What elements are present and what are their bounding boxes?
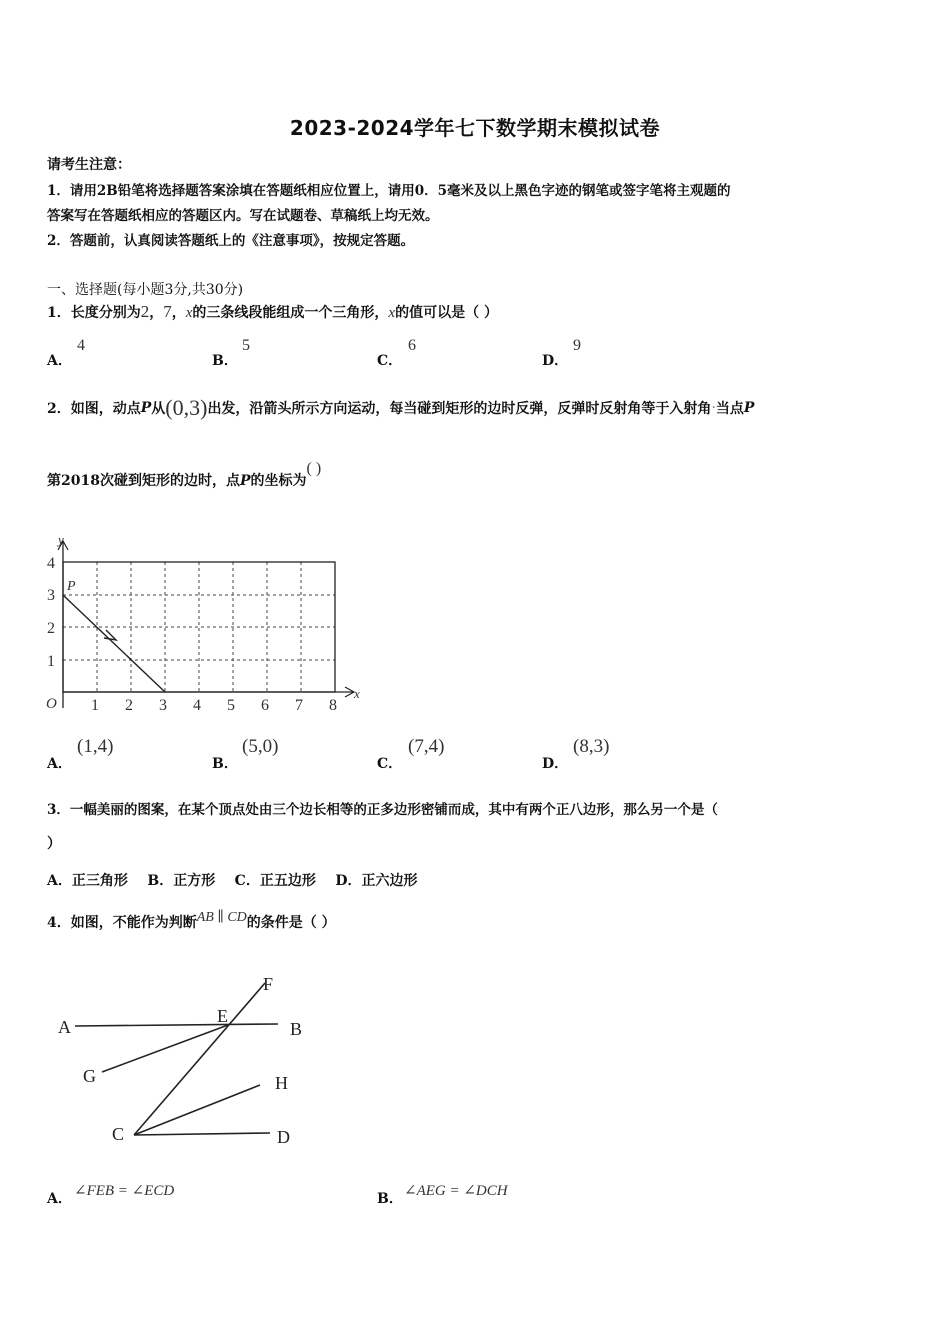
notice-line-1: 1．请用2B铅笔将选择题答案涂填在答题纸相应位置上，请用0．5毫米及以上黑色字迹的钢笔或签字笔将主观题的 bbox=[47, 183, 731, 199]
q4-option-a-value: ∠FEB = ∠ECD bbox=[74, 1183, 175, 1199]
q1-prefix: 1．长度分别为 bbox=[47, 305, 141, 321]
q2-p3: P bbox=[239, 473, 251, 489]
q1-option-d-value: 9 bbox=[573, 337, 581, 354]
q2-p2: P bbox=[743, 400, 755, 416]
q2-option-b-label: B． bbox=[212, 756, 238, 772]
q2-p: P bbox=[140, 400, 152, 416]
question-4 bbox=[47, 912, 336, 932]
q1-option-d-label: D． bbox=[542, 353, 569, 369]
q1-m2: 7 bbox=[163, 302, 172, 321]
q1-mid: 的三条线段能组成一个三角形， bbox=[192, 305, 389, 321]
q1-option-a-value: 4 bbox=[77, 337, 85, 354]
q1-mx2: x bbox=[388, 305, 396, 321]
q1-option-c-value: 6 bbox=[408, 337, 416, 354]
label-c: C bbox=[112, 1124, 125, 1144]
y-tick-1: 1 bbox=[47, 653, 55, 670]
q2-option-b-value: (5,0) bbox=[242, 736, 279, 757]
q2-line2a: 第2018次碰到矩形的边时，点 bbox=[47, 473, 240, 489]
line-cd bbox=[134, 1133, 270, 1135]
label-g: G bbox=[83, 1066, 96, 1086]
q4-suffix: 的条件是（ ） bbox=[246, 915, 336, 931]
x-axis-label: x bbox=[354, 686, 360, 701]
notice-line-1b: 答案写在答题纸相应的答题区内。写在试题卷、草稿纸上均无效。 bbox=[47, 208, 439, 224]
q4-line-figure bbox=[50, 965, 320, 1155]
label-h: H bbox=[275, 1073, 288, 1093]
q1-mx: x bbox=[185, 305, 193, 321]
x-tick-7: 7 bbox=[295, 697, 303, 714]
q1-suffix: 的值可以是（ ） bbox=[395, 305, 498, 321]
y-tick-4: 4 bbox=[47, 555, 55, 572]
label-e: E bbox=[217, 1006, 228, 1026]
q2-dot: · bbox=[711, 400, 716, 416]
q2-prefix: 2．如图，动点 bbox=[47, 401, 141, 417]
q1-option-b-label: B． bbox=[212, 353, 238, 369]
q2-option-d-label: D． bbox=[542, 756, 569, 772]
q4-option-b-value: ∠AEG = ∠DCH bbox=[404, 1183, 508, 1199]
x-tick-5: 5 bbox=[227, 697, 235, 714]
q2-option-a-value: (1,4) bbox=[77, 736, 114, 757]
path-line bbox=[63, 595, 165, 692]
x-tick-4: 4 bbox=[193, 697, 201, 714]
y-tick-3: 3 bbox=[47, 587, 55, 604]
q2-blank: ( ) bbox=[306, 460, 322, 477]
q1-sep1: ， bbox=[149, 305, 164, 321]
question-3-cont: ） bbox=[47, 836, 61, 852]
x-tick-1: 1 bbox=[91, 697, 99, 714]
line-ch bbox=[134, 1085, 260, 1135]
point-p-label: P bbox=[67, 579, 76, 594]
label-b: B bbox=[290, 1019, 303, 1039]
label-a: A bbox=[58, 1017, 71, 1037]
q2-rest2: 当点 bbox=[715, 401, 744, 417]
q2-coordinate-graph bbox=[38, 530, 378, 720]
section-heading: 一、选择题(每小题3分,共30分) bbox=[47, 282, 244, 298]
question-1 bbox=[47, 302, 498, 322]
q4-option-a-label: A． bbox=[47, 1191, 72, 1207]
q2-option-c-label: C． bbox=[377, 756, 403, 772]
q1-option-c-label: C． bbox=[377, 353, 403, 369]
question-3: 3．一幅美丽的图案，在某个顶点处由三个边长相等的正多边形密铺而成，其中有两个正八边形，那么另一个是（ bbox=[47, 802, 718, 818]
q1-sep2: ， bbox=[171, 305, 186, 321]
x-tick-6: 6 bbox=[261, 697, 269, 714]
q4-option-b-label: B． bbox=[377, 1191, 403, 1207]
label-f: F bbox=[263, 974, 274, 994]
q2-option-d-value: (8,3) bbox=[573, 736, 610, 757]
grid-lines bbox=[63, 562, 335, 692]
notice-heading: 请考生注意： bbox=[47, 157, 131, 173]
label-d: D bbox=[277, 1127, 290, 1147]
x-tick-2: 2 bbox=[125, 697, 133, 714]
x-tick-3: 3 bbox=[159, 697, 167, 714]
origin-label: O bbox=[46, 696, 57, 712]
q2-option-a-label: A． bbox=[47, 756, 72, 772]
question-3-options: A．正三角形 B．正方形 C．正五边形 D．正六边形 bbox=[47, 873, 418, 889]
line-ab bbox=[75, 1024, 278, 1026]
y-axis-label: y bbox=[58, 532, 64, 547]
question-2 bbox=[47, 395, 754, 421]
q1-m1: 2 bbox=[140, 302, 150, 321]
q2-start: (0,3) bbox=[165, 395, 208, 420]
q1-option-a-label: A． bbox=[47, 353, 72, 369]
q2-option-c-value: (7,4) bbox=[408, 736, 445, 757]
q4-prefix: 4．如图，不能作为判断 bbox=[47, 915, 197, 931]
q1-option-b-value: 5 bbox=[242, 337, 250, 354]
notice-line-2: 2．答题前，认真阅读答题纸上的《注意事项》，按规定答题。 bbox=[47, 233, 415, 249]
line-cf bbox=[134, 983, 265, 1135]
page-title: 2023-2024学年七下数学期末模拟试卷 bbox=[289, 116, 661, 140]
q2-line2b: 的坐标为 bbox=[250, 473, 307, 489]
q2-from: 从 bbox=[151, 401, 166, 417]
question-2-line-2 bbox=[47, 460, 322, 490]
y-tick-2: 2 bbox=[47, 620, 55, 637]
q4-condition: AB ∥ CD bbox=[196, 910, 247, 925]
q2-rest: 出发，沿箭头所示方向运动，每当碰到矩形的边时反弹，反弹时反射角等于入射角 bbox=[207, 401, 712, 417]
x-tick-8: 8 bbox=[329, 697, 337, 714]
